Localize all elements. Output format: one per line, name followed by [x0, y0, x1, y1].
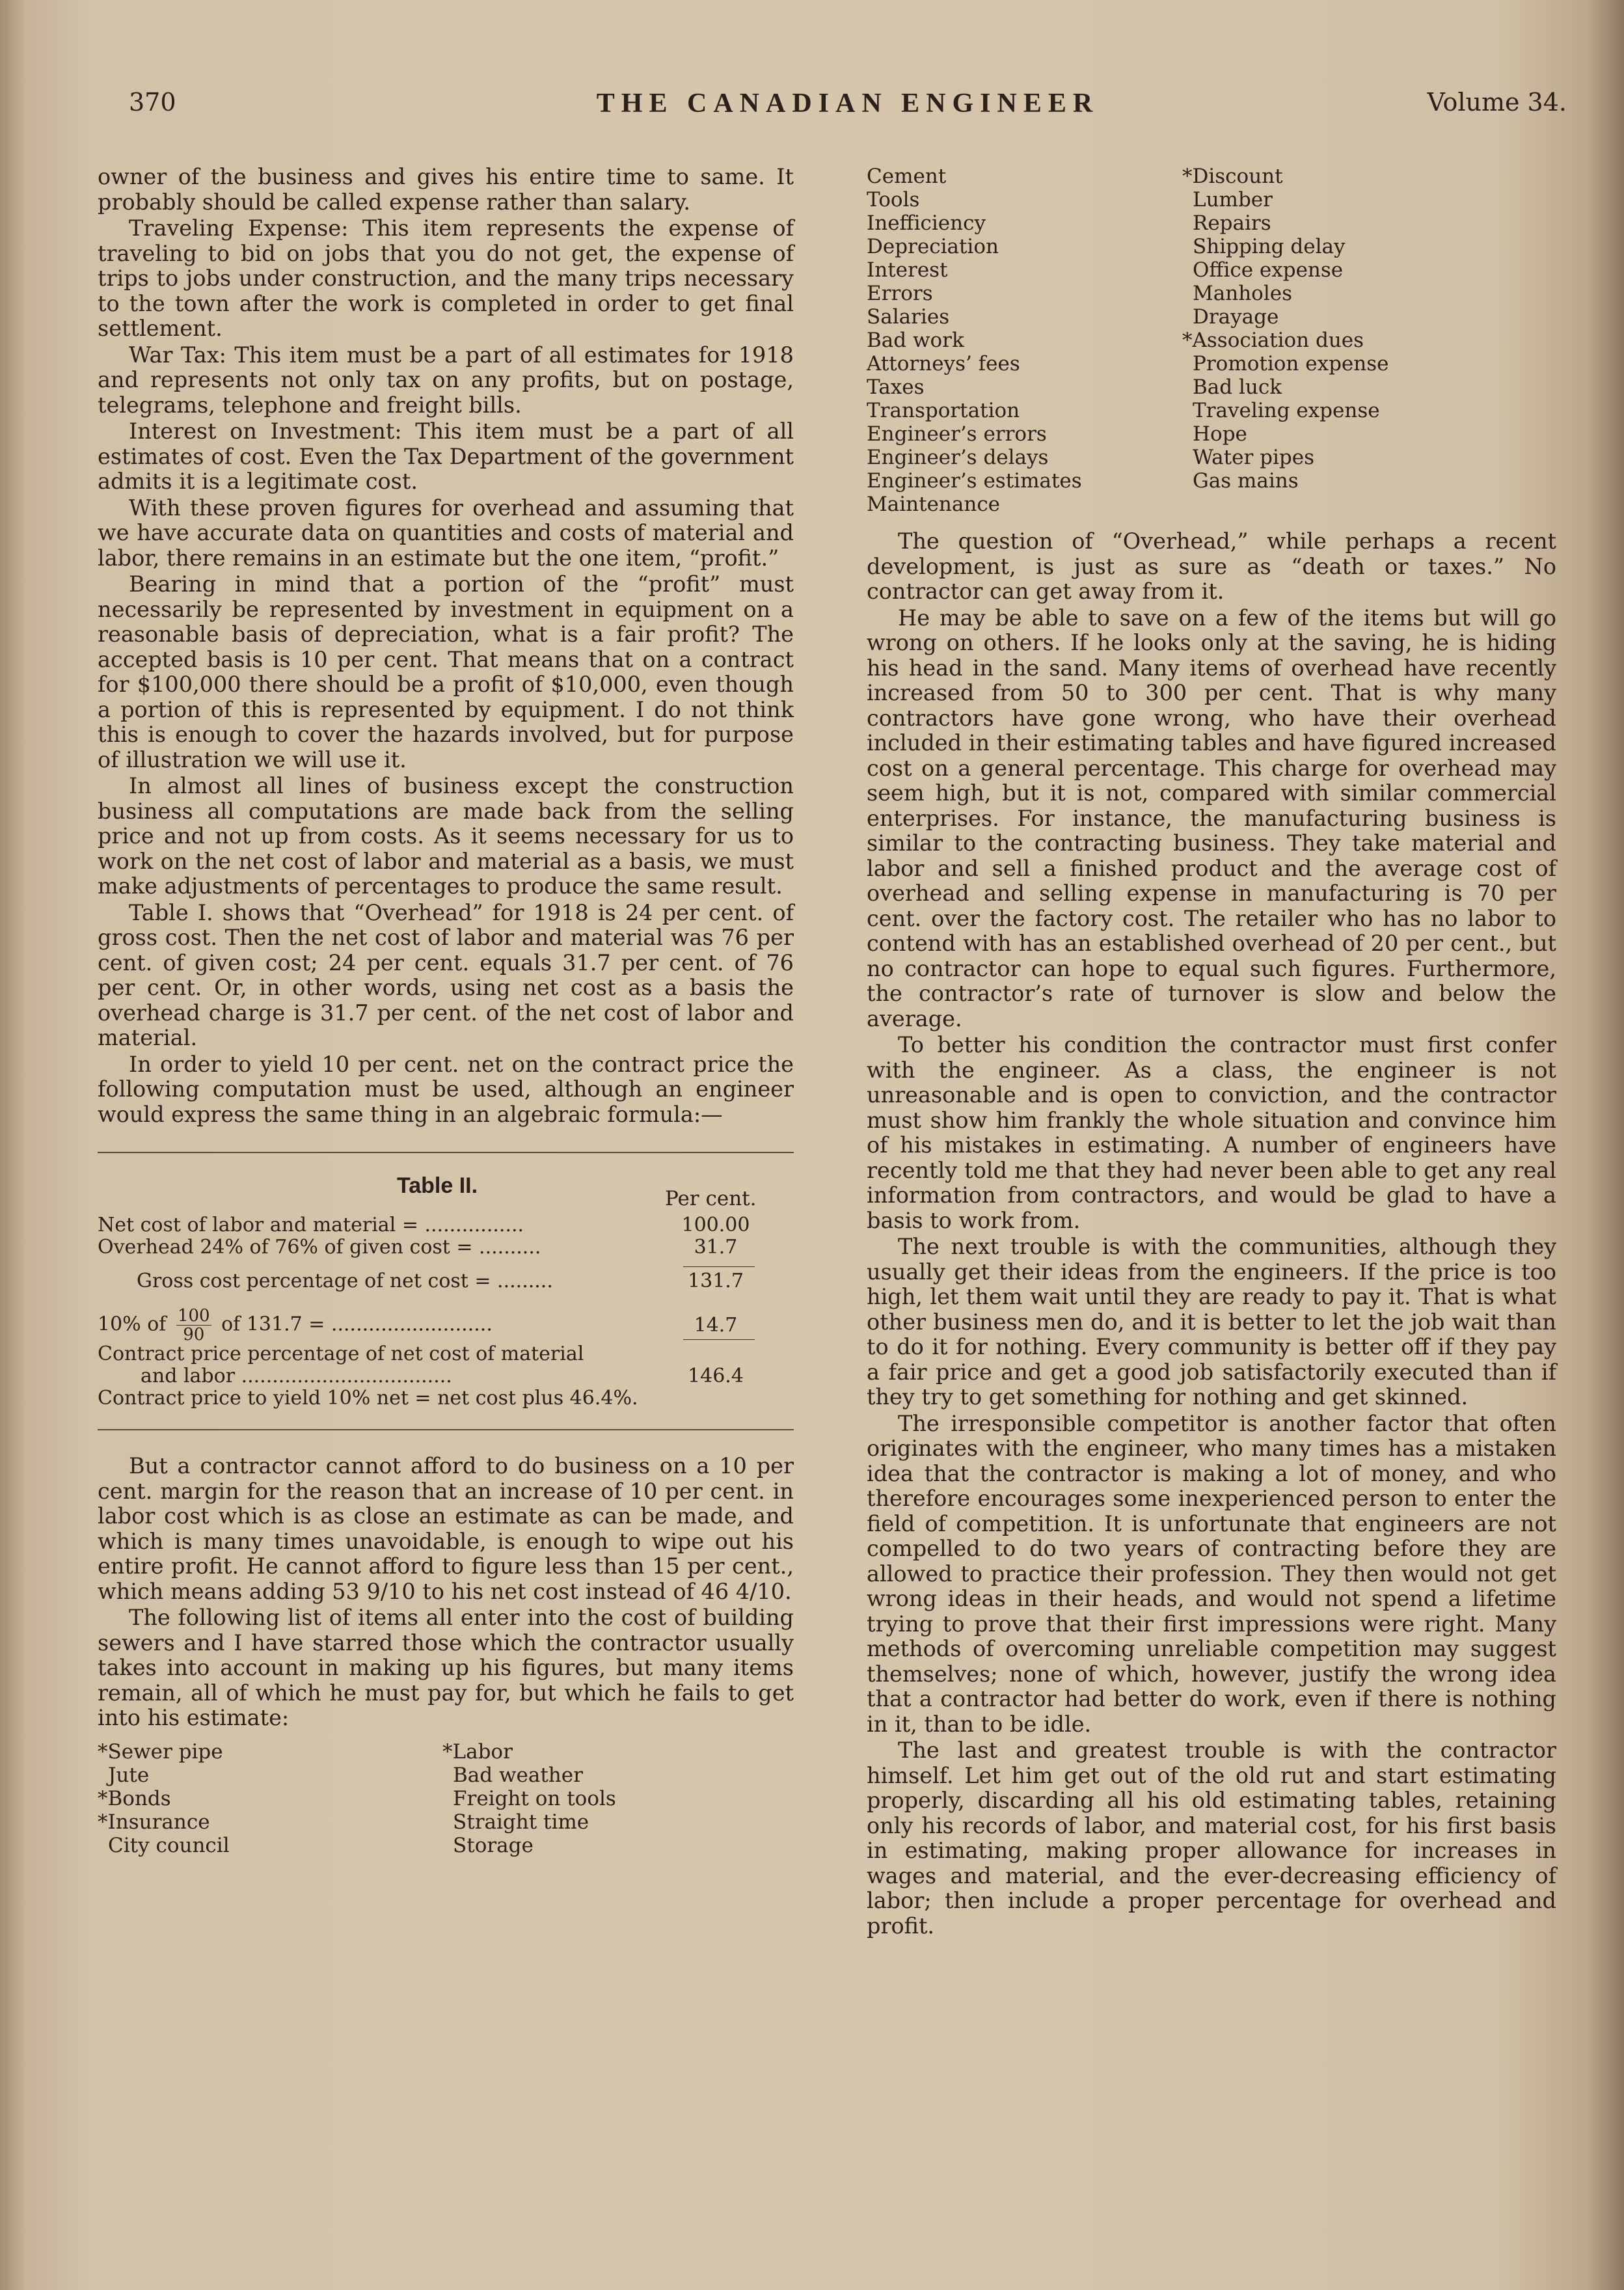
table-unit-header: Per cent.: [665, 1187, 757, 1210]
list-item: *Labor: [442, 1739, 513, 1764]
list-item: Errors: [867, 282, 933, 305]
list-item: Cement: [867, 165, 947, 188]
list-item: Hope: [1193, 422, 1247, 446]
list-item: Bad work: [867, 329, 964, 352]
paragraph: He may be able to save on a few of the items but will go wrong on others. If he looks only at the saving, he is hiding his head in the sand. Many items of overhead have recently increased from 50 to 300 per cent. That is why many contractors have gone wrong, who have their overhead included in their estimating tables and have figured increased cost on a general percentage. This charge for overhead may seem high, but it is not, compared with similar commercial enterprises. For instance, the manufacturing business is similar to the contracting business. They take material and labor and sell a finished product and the average cost of overhead and selling expense in manufacturing is 70 per cent. over the factory cost. The retailer who has no labor to contend with has an established overhead of 20 per cent., but no contractor can hope to equal such figures. Furthermore, the contractor’s rate of turnover is slow and below the average.: [867, 605, 1556, 1031]
row-label: Net cost of labor and material = ................: [98, 1214, 524, 1236]
right-column: [867, 165, 1556, 1939]
list-item: Tools: [867, 188, 920, 211]
table-title: Table II.: [397, 1173, 478, 1198]
paragraph: To better his condition the contractor must first confer with the engineer. As a class, the engineer is not unreasonable and is open to conviction, and the contractor must show him frankly the whole situation and convince him of his mistakes in estimating. A number of engineers have recently told me that they had never been able to get any real information from contractors, and would be glad to have a basis to work from.: [867, 1032, 1556, 1233]
paragraph: War Tax: This item must be a part of all estimates for 1918 and represents not only tax on any profits, but on postage, telegrams, telephone and freight bills.: [98, 342, 794, 418]
table-ii: [98, 1152, 794, 1430]
list-item: Straight time: [453, 1810, 589, 1834]
list-item: Maintenance: [867, 493, 1001, 516]
row-value: 146.4: [688, 1365, 744, 1387]
left-column: [98, 165, 794, 1857]
list-item: Inefficiency: [867, 211, 986, 235]
paragraph: In almost all lines of business except the construction business all computations are made back from the selling price and not up from costs. As it seems necessary for us to work on the net cost of labor and material as a basis, we must make adjustments of percentages to produce the same result.: [98, 773, 794, 899]
table-row: [98, 1214, 794, 1236]
journal-title: THE CANADIAN ENGINEER: [596, 89, 1100, 118]
page-header: [129, 88, 1567, 127]
list-item: Attorneys’ fees: [867, 352, 1020, 375]
paragraph: The question of “Overhead,” while perhaps a recent development, is just as sure as “death or taxes.” No contractor can get away from it.: [867, 528, 1556, 604]
list-item: Bad luck: [1193, 375, 1282, 399]
table-top-rule: [98, 1152, 794, 1153]
fraction-numerator: 100: [177, 1306, 210, 1326]
fraction: [176, 1307, 211, 1344]
sum-rule: [683, 1339, 755, 1340]
list-item: Engineer’s estimates: [867, 469, 1082, 493]
list-item: Jute: [108, 1763, 150, 1787]
list-item: *Discount: [1182, 165, 1283, 188]
table-row: [98, 1343, 794, 1365]
list-item: Bad weather: [453, 1763, 583, 1787]
list-item: Storage: [453, 1833, 534, 1857]
list-item: *Sewer pipe: [98, 1739, 223, 1764]
sum-rule: [683, 1266, 755, 1267]
row-value: 131.7: [688, 1270, 744, 1292]
list-item: *Association dues: [1182, 329, 1364, 352]
paragraph: The last and greatest trouble is with the contractor himself. Let him get out of the old rut and start estimating properly, discarding all his old estimating tables, retaining only his records of labor, and material cost, for his first basis in estimating, making proper allowance for increases in wages and material, and the ever-decreasing efficiency of labor; then include a proper percentage for overhead and profit.: [867, 1738, 1556, 1939]
paragraph: Traveling Expense: This item represents the expense of traveling to bid on jobs that you do not get, the expense of trips to jobs under construction, and the many trips necessary to the town after the work is completed in order to get final settlement.: [98, 215, 794, 341]
list-item: Office expense: [1193, 258, 1344, 282]
table-row: [98, 1270, 794, 1302]
cost-items-list-left: [98, 1740, 794, 1857]
list-item: Depreciation: [867, 235, 999, 258]
list-item: Freight on tools: [453, 1786, 616, 1810]
row-label: and labor ..................................: [141, 1365, 452, 1387]
paragraph: The irresponsible competitor is another factor that often originates with the engineer, who many times has a mistaken idea that the contractor is making a lot of money, and who therefore encourages some inexperienced person to enter the field of competition. It is unfortunate that engineers are not compelled to do two years of contracting before they are allowed to practice their profession. They then would not get wrong ideas in their heads, and would not spend a lifetime trying to prove that their first impressions were right. Many methods of overcoming unreliable competition may suggest themselves; none of which, however, justify the wrong idea that a contractor had better do work, even if there is nothing in it, than to be idle.: [867, 1410, 1556, 1737]
row-label: Overhead 24% of 76% of given cost = ..........: [98, 1236, 541, 1259]
list-item: Traveling expense: [1193, 399, 1380, 422]
paragraph: owner of the business and gives his entire time to same. It probably should be called expense rather than salary.: [98, 164, 794, 215]
list-item: Drayage: [1193, 305, 1279, 329]
paragraph: With these proven figures for overhead and assuming that we have accurate data on quantities and costs of material and labor, there remains in an estimate but the one item, “profit.”: [98, 495, 794, 571]
list-item: Engineer’s errors: [867, 422, 1047, 446]
list-item: Interest: [867, 258, 948, 282]
paragraph: Bearing in mind that a portion of the “profit” must necessarily be represented by investment in equipment on a reasonable basis of depreciation, what is a fair profit? The accepted basis is 10 per cent. That means that on a contract for $100,000 there should be a profit of $10,000, even though a portion of this is represented by equipment. I do not think this is enough to cover the hazards involved, but for purpose of illustration we will use it.: [98, 571, 794, 772]
table-row: [98, 1387, 794, 1410]
paragraph: The following list of items all enter into the cost of building sewers and I have starred those which the contractor usually takes into account in making up his figures, but many items remain, all of which he must pay for, but which he fails to get into his estimate:: [98, 1605, 794, 1730]
row-label: Contract price to yield 10% net = net cost plus 46.4%.: [98, 1387, 638, 1410]
paragraph: The next trouble is with the communities, although they usually get their ideas from the engineers. If the price is too high, let them wait until they are ready to pay it. That is what other business men do, and it is better to let the job wait than to do it for nothing. Every community is better off if they pay a fair price and get a good job satisfactorily executed than if they try to get something for nothing and get skinned.: [867, 1234, 1556, 1410]
row-value: 14.7: [694, 1314, 738, 1337]
fraction-denominator: 90: [183, 1325, 205, 1344]
table-row: [98, 1236, 794, 1259]
row-label: Gross cost percentage of net cost = .........: [137, 1270, 553, 1292]
paragraph: But a contractor cannot afford to do business on a 10 per cent. margin for the reason that an increase of 10 per cent. in labor cost which is as close an estimate as can be made, and which is many times unavoidable, is enough to wipe out his entire profit. He cannot afford to figure less than 15 per cent., which means adding 53 9/10 to his net cost instead of 46 4/10.: [98, 1453, 794, 1604]
list-item: Repairs: [1193, 211, 1271, 235]
row-label-prefix: 10% of: [98, 1313, 167, 1336]
list-item: Taxes: [867, 375, 925, 399]
paragraph: Table I. shows that “Overhead” for 1918 is 24 per cent. of gross cost. Then the net cost of labor and material was 76 per cent. of given cost; 24 per cent. equals 31.7 per cent. of 76 per cent. Or, in other words, using net cost as a basis the overhead charge is 31.7 per cent. of the net cost of labor and material.: [98, 899, 794, 1050]
paragraph: In order to yield 10 per cent. net on the contract price the following computation must be used, although an engineer would express the same thing in an algebraic formula:—: [98, 1051, 794, 1127]
list-item: Transportation: [867, 399, 1020, 422]
list-item: [1182, 493, 1556, 516]
list-item: Lumber: [1193, 188, 1273, 211]
list-item: Gas mains: [1193, 469, 1299, 493]
list-item: Promotion expense: [1193, 352, 1389, 375]
row-label-suffix: of 131.7 = ..........................: [221, 1313, 493, 1336]
list-item: Engineer’s delays: [867, 446, 1049, 469]
table-row: [98, 1302, 794, 1343]
list-item: City council: [108, 1833, 230, 1857]
row-value: 100.00: [681, 1214, 750, 1236]
cost-items-list-right: [867, 165, 1556, 516]
table-row: [98, 1365, 794, 1387]
list-item: Water pipes: [1193, 446, 1314, 469]
list-item: Manholes: [1193, 282, 1292, 305]
list-item: Shipping delay: [1193, 235, 1346, 258]
paragraph: Interest on Investment: This item must be a part of all estimates of cost. Even the Tax Department of the government admits it is a legitimate cost.: [98, 418, 794, 494]
page-number: 370: [129, 88, 176, 116]
list-item: *Bonds: [98, 1786, 171, 1810]
list-item: Salaries: [867, 305, 950, 329]
volume-label: Volume 34.: [1427, 88, 1567, 116]
row-label: Contract price percentage of net cost of material: [98, 1343, 584, 1365]
list-item: *Insurance: [98, 1810, 210, 1834]
row-value: 31.7: [694, 1236, 738, 1259]
